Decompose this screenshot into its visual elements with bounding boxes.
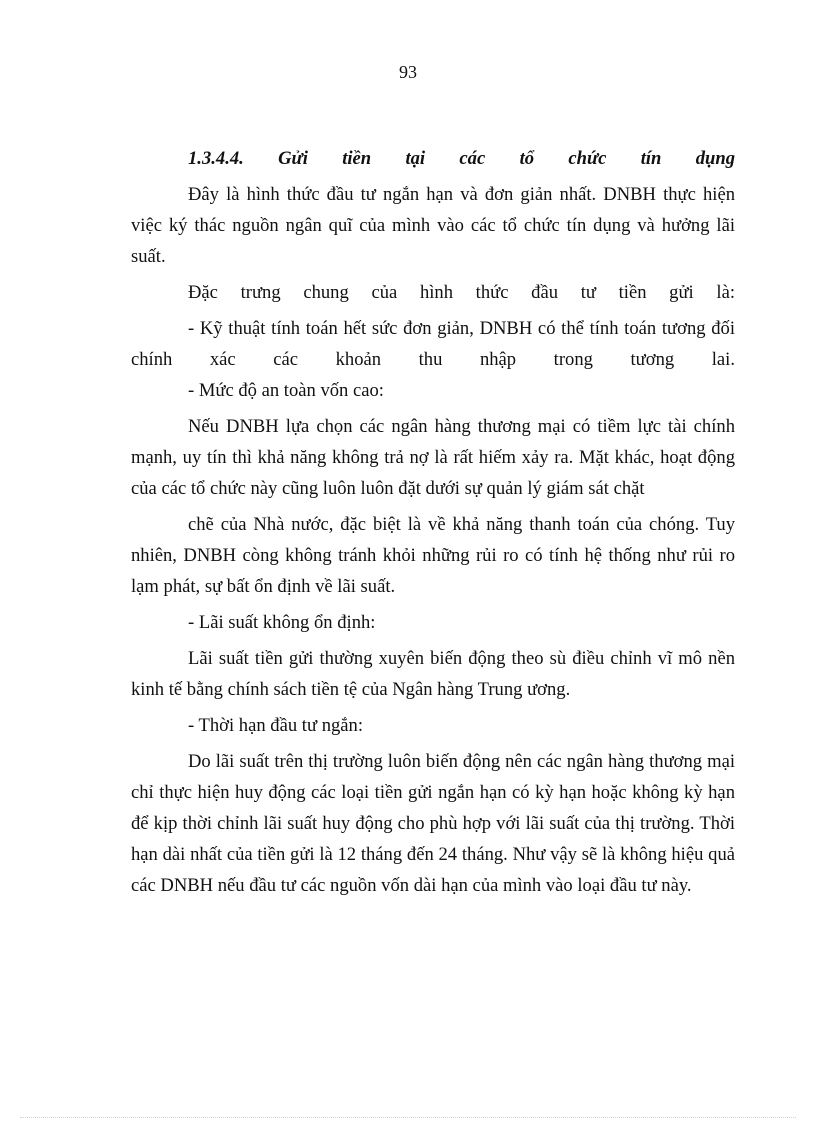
paragraph: Nếu DNBH lựa chọn các ngân hàng thương mại có tiềm lực tài chính mạnh, uy tín thì khả năng không trả nợ là rất hiếm xảy ra. Mặt khác, hoạt động của các tổ chức này cũng luôn luôn đặt dưới sự quản lý giám sát chặt bbox=[131, 416, 735, 499]
page-number: 93 bbox=[399, 62, 417, 82]
section-heading: 1.3.4.4. Gửi tiền tại các tổ chức tín dụng bbox=[188, 148, 735, 169]
bottom-divider bbox=[20, 1117, 796, 1118]
document-body bbox=[131, 143, 735, 901]
paragraph: Đây là hình thức đầu tư ngắn hạn và đơn giản nhất. DNBH thực hiện việc ký thác nguồn ngân quĩ của mình vào các tổ chức tín dụng và hưởng lãi suất. bbox=[131, 184, 735, 267]
paragraph: Lãi suất tiền gửi thường xuyên biến động theo sù điều chỉnh vĩ mô nền kinh tế bằng chính sách tiền tệ của Ngân hàng Trung ương. bbox=[131, 648, 735, 700]
paragraph: Do lãi suất trên thị trường luôn biến động nên các ngân hàng thương mại chỉ thực hiện huy động các loại tiền gửi ngắn hạn có kỳ hạn hoặc không kỳ hạn để kịp thời chỉnh lãi suất huy động cho phù hợp với lãi suất của thị trường. Thời hạn dài nhất của tiền gửi là 12 tháng đến 24 tháng. Như vậy sẽ là không hiệu quả các DNBH nếu đầu tư các nguồn vốn dài hạn của mình vào loại đầu tư này. bbox=[131, 751, 735, 896]
paragraph: - Thời hạn đầu tư ngắn: bbox=[188, 715, 363, 736]
paragraph: - Kỹ thuật tính toán hết sức đơn giản, DNBH có thể tính toán tương đối chính xác các khoản thu nhập trong tương lai. bbox=[131, 318, 735, 370]
paragraph: chẽ của Nhà nước, đặc biệt là về khả năng thanh toán của chóng. Tuy nhiên, DNBH còng không tránh khỏi những rủi ro có tính hệ thống như rủi ro lạm phát, sự bất ổn định về lãi suất. bbox=[131, 514, 735, 597]
paragraph: Đặc trưng chung của hình thức đầu tư tiền gửi là: bbox=[188, 282, 735, 303]
paragraph: - Lãi suất không ổn định: bbox=[188, 612, 376, 633]
paragraph: - Mức độ an toàn vốn cao: bbox=[188, 380, 384, 401]
